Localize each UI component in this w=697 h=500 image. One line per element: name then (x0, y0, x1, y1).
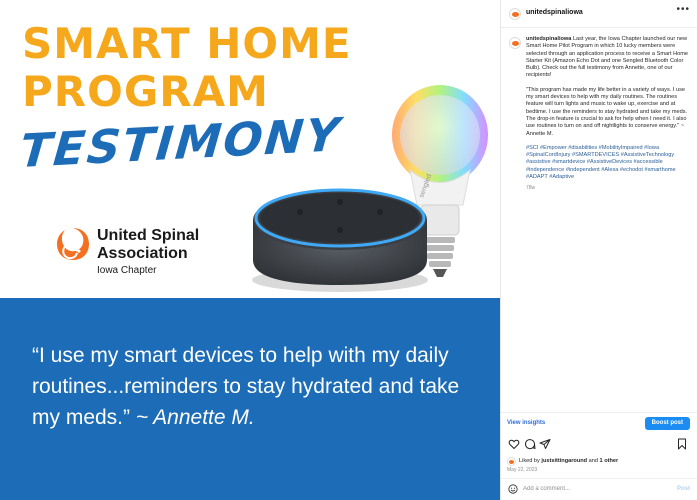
smart-devices-illustration (245, 80, 495, 295)
boost-post-button[interactable]: Boost post (645, 417, 690, 430)
bulb-brand-text: sengled (418, 173, 434, 199)
caption-body: Last year, the Iowa Chapter launched our new Smart Home Pilot Program in which 10 lucky members were selected through an application process to receive a Smart Home Starter Kit (Amazon Echo Dot and one Sengled Bluetooth Color Bulb). Check out the full testimony from Annette, one of our recipients! (526, 36, 688, 79)
headline-testimony: TESTIMONY (17, 107, 344, 178)
echo-dot-speaker (252, 190, 428, 292)
header-username[interactable]: unitedspinaliowa (526, 9, 583, 16)
caption-avatar[interactable] (509, 37, 521, 49)
logo-text-line2: Association (97, 245, 188, 262)
share-icon[interactable] (539, 438, 551, 450)
liker-avatar[interactable] (507, 457, 516, 466)
caption-hashtags[interactable]: #SCI #Empower #disabilities #MobilityImpaired #Iowa #SpinalCordInjury #SMARTDEVICES #AssistiveTechnology #assistive #smartdevice #AssistiveDevices #accessible #independence #independent #Alexa #echodot #smarthome #ADAPT #Adaptive (526, 144, 676, 181)
caption-timestamp: 78w (526, 185, 536, 192)
caption-username[interactable]: unitedspinaliowa (526, 36, 572, 42)
quote-body: “I use my smart devices to help with my daily routines...reminders to stay hydrated and take my meds.” (32, 344, 460, 429)
logo-text-line1: United Spinal (97, 227, 200, 244)
bookmark-icon[interactable] (676, 438, 688, 450)
headline-smart-home: SMART HOME (22, 19, 352, 68)
headline-program: PROGRAM (22, 67, 269, 116)
caption-testimony: "This program has made my life better in a variety of ways. I use my smart devices to help with my daily routines. The routines feature will turn lights and music to wake up, exercise and at bedtime. I use the reminders to stay hydrated and take my meds. The drop-in feature is crucial to ask for help when I need it. I also use routines to turn on and off nightlights to conserve energy." ~ Annette M. (526, 86, 688, 137)
logo-subtitle: Iowa Chapter (97, 265, 157, 276)
action-icons (501, 438, 697, 454)
emoji-icon[interactable] (508, 484, 518, 494)
avatar[interactable] (509, 8, 521, 20)
united-spinal-logo (55, 226, 255, 286)
insights-bar (501, 412, 697, 434)
more-horizontal-icon[interactable]: ••• (676, 4, 690, 15)
post-header (501, 0, 697, 28)
likes-summary (507, 457, 693, 467)
likes-text (519, 458, 618, 464)
post-date: May 22, 2023 (507, 467, 538, 473)
post-comment-button[interactable]: Post (676, 486, 690, 492)
view-insights-link[interactable]: View insights (507, 420, 546, 426)
post-caption (526, 36, 690, 193)
comment-icon[interactable] (524, 438, 536, 450)
heart-icon[interactable] (508, 438, 520, 450)
united-spinal-logo-icon (55, 226, 91, 262)
likes-user-link[interactable]: justsittingaround (541, 458, 588, 464)
comment-input[interactable] (523, 483, 663, 495)
quote-text (32, 340, 482, 433)
quote-banner (0, 298, 500, 500)
likes-others-link[interactable]: 1 other (599, 458, 619, 464)
post-sidebar (500, 0, 697, 500)
comment-bar (501, 478, 697, 500)
likes-prefix: Liked by (519, 458, 542, 464)
likes-suffix: and (587, 458, 600, 464)
quote-attribution: ~ Annette M. (130, 406, 255, 429)
